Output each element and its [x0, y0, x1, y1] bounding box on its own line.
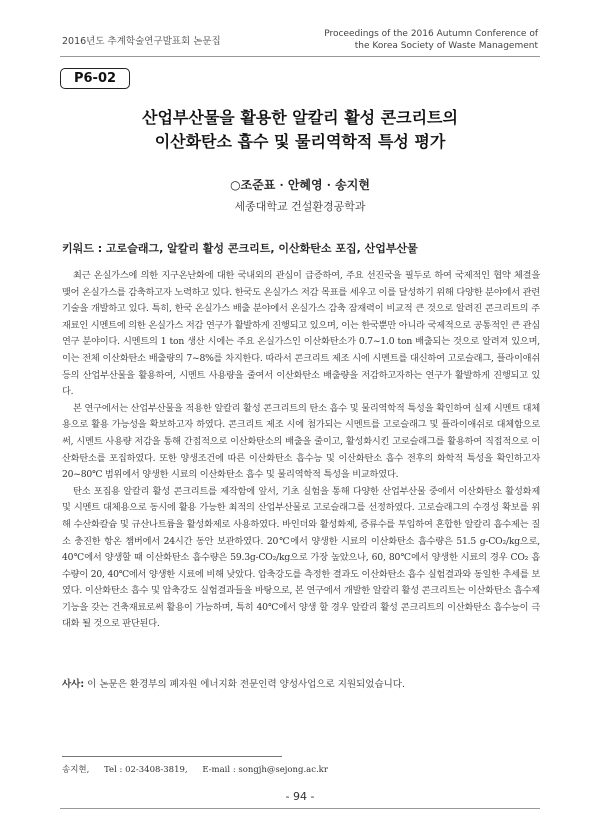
acknowledgement-text: 이 논문은 환경부의 폐자원 에너지화 전문인력 양성사업으로 지원되었습니다. [84, 679, 405, 690]
footnote-tel: Tel : 02-3408-3819, [104, 765, 188, 775]
proceedings-title-english [324, 28, 538, 52]
affiliation: 세종대학교 건설환경공학과 [234, 200, 366, 213]
proceedings-line-2: the Korea Society of Waste Management [354, 41, 538, 51]
keywords: 키워드 : 고로슬래그, 알칼리 활성 콘크리트, 이산화탄소 포집, 산업부산물 [62, 242, 418, 255]
abstract-body [62, 268, 540, 633]
corresponding-author-footnote [62, 763, 340, 775]
page-number: - 94 - [285, 790, 315, 803]
paper-title [60, 106, 540, 154]
paper-title-line-1: 산업부산물을 활용한 알칼리 활성 콘크리트의 [142, 108, 458, 127]
paper-code-badge: P6-02 [60, 68, 130, 89]
body-paragraph-3: 탄소 포집용 알칼리 활성 콘크리트를 제작함에 앞서, 기초 실험을 통해 다양한 산업부산물 중에서 이산화탄소 활성화제 및 시멘트 대체용으로 동시에 활용 가능한 최적의 산업부산물로 고로슬래그를 선정하였다. 고로슬래그의 수경성 확보를 위해 수산화칼슘 및 규산나트륨을 활성화제로 사용하였다. 바인더와 활성화제, 증류수를 투입하여 혼합한 알칼리 흡수제는 질소 충진한 항온 챔버에서 24시간 동안 보관하였다. 20℃에서 양생한 시료의 이산화탄소 흡수량은 51.5 g-CO₂/kg으로, 40℃에서 양생할 때 이산화탄소 흡수량은 59.3g-CO₂/kg으로 가장 높았으나, 60, 80℃에서 양생한 시료의 경우 CO₂ 흡수량이 20, 40℃에서 양생한 시료에 비해 낮았다. 압축강도를 측정한 결과도 이산화탄소 흡수 실험결과와 동일한 추세를 보였다. 이산화탄소 흡수 및 압축강도 실험결과들을 바탕으로, 본 연구에서 개발한 알칼리 활성 콘크리트는 이산화탄소 흡수제 기능을 갖는 건축재료로써 활용이 가능하며, 특히 40℃에서 양생 할 경우 알칼리 활성 콘크리트의 이산화탄소 흡수능이 극대화 될 것으로 판단된다. [62, 485, 540, 630]
paper-title-line-2: 이산화탄소 흡수 및 물리역학적 특성 평가 [154, 132, 446, 151]
footer-divider [60, 808, 540, 809]
body-paragraph-1: 최근 온실가스에 의한 지구온난화에 대한 국내외의 관심이 급증하여, 주요 선진국을 필두로 하여 국제적인 협약 체결을 맺어 온실가스를 감축하고자 노력하고 있다. 한국도 온실가스 저감 목표를 세우고 이를 달성하기 위해 다양한 분야에서 관련 기술을 개발하고 있다. 특히, 한국 온실가스 배출 분야에서 온실가스 감축 잠재력이 비교적 큰 것으로 알려진 콘크리트의 주재료인 시멘트에 의한 온실가스 저감 연구가 활발하게 진행되고 있으며, 이는 한국뿐만 아니라 국제적으로 공통적인 큰 관심 연구 분야이다. 시멘트의 1 ton 생산 시에는 주요 온실가스인 이산화탄소가 0.7~1.0 ton 배출되는 것으로 알려져 있으며, 이는 전체 이산화탄소 배출량의 7~8%를 차지한다. 따라서 콘크리트 제조 시에 시멘트를 대신하여 고로슬래그, 플라이애쉬 등의 산업부산물을 활용하여, 시멘트 사용량을 줄여서 이산화탄소 배출량을 저감하고자하는 연구가 활발하게 진행되고 있다. [62, 270, 540, 398]
footnote-divider [62, 756, 282, 757]
footnote-email: E-mail : songjh@sejong.ac.kr [202, 765, 328, 775]
acknowledgement-label: 사사: [62, 679, 85, 690]
proceedings-line-1: Proceedings of the 2016 Autumn Conference of [324, 29, 538, 39]
acknowledgement [62, 676, 540, 690]
footnote-name: 송지현, [62, 765, 90, 775]
body-paragraph-2: 본 연구에서는 산업부산물을 적용한 알칼리 활성 콘크리트의 탄소 흡수 및 물리역학적 특성을 확인하여 실제 시멘트 대체용으로 활용 가능성을 확보하고자 하였다. 콘크리트 제조 시에 첨가되는 시멘트를 고로슬래그 및 플라이애쉬로 대체함으로써, 시멘트 사용량 저감을 통해 간접적으로 이산화탄소의 배출을 줄이고, 활성화시킨 고로슬래그를 활용하여 직접적으로 이산화탄소를 포집하였다. 또한 양생조건에 따른 이산화탄소 흡수능 및 이산화탄소 흡수 전후의 화학적 특성을 확인하고자 20~80℃ 범위에서 양생한 시료의 이산화탄소 흡수 및 물리역학적 특성을 비교하였다. [62, 402, 540, 481]
header-divider [60, 56, 540, 57]
proceedings-title-korean: 2016년도 추계학술연구발표회 논문집 [62, 36, 221, 47]
author-list: ○조준표 · 안혜영 · 송지현 [230, 178, 370, 192]
